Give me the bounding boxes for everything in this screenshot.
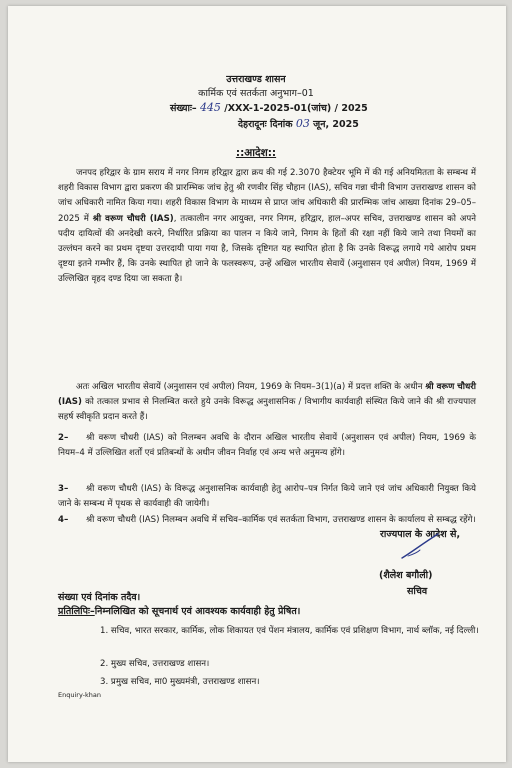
- signature-mark: [398, 532, 442, 562]
- file-note: Enquiry-khan: [58, 691, 102, 699]
- point-2: 2– श्री वरूण चौधरी (IAS) को निलम्बन अवधि के दौरान अखिल भारतीय सेवायें (अनुशासन एवं अपील) नियम, 1969 के नियम–4 में उल्लिखित शर्तों एवं प्रतिबन्धों के अधीन जीवन निर्वाह एवं अन्य भत्ते अनुमन्य होंगे।: [58, 433, 476, 459]
- government-heading: उत्तराखण्ड शासन: [226, 74, 286, 85]
- copy-to-heading: प्रतिलिपिः–निम्नलिखित को सूचनार्थ एवं आवश्यक कार्यवाही हेतु प्रेषित।: [58, 606, 301, 617]
- order-paragraph-2: अतः अखिल भारतीय सेवायें (अनुशासन एवं अपील) नियम, 1969 के नियम–3(1)(a) में प्रदत्त शक्ति के अधीन श्री वरूण चौधरी (IAS) को तत्काल प्रभाव से निलम्बित करते हुये उनके विरूद्ध अनुशासनिक / विभागीय कार्यवाही संस्थित किये जाने की श्री राज्यपाल सहर्ष स्वीकृति प्रदान करते हैं।: [58, 382, 477, 423]
- order-title: ::आदेश::: [235, 147, 277, 159]
- signatory-designation: सचिव: [407, 586, 428, 597]
- reference-number: संख्याः– 445 /XXX-1-2025-01(जांच) / 2025: [170, 101, 368, 114]
- order-paragraph-1: जनपद हरिद्वार के ग्राम सराय में नगर निगम हरिद्वार द्वारा क्रय की गई 2.3070 हैक्टेयर भूमि में की गई अनियमितता के सम्बन्ध में शहरी विकास विभाग द्वारा प्रकरण की प्रारम्भिक जांच हेतु श्री रणवीर सिंह चौहान (IAS), सचिव गन्ना चीनी विभाग उत्तराखण्ड शासन को जांच अधिकारी नामित किया गया। शहरी विकास विभाग के माध्यम से प्राप्त जांच अधिकारी की प्रारम्भिक जांच आख्या दिनांक 29–05–2025 में श्री वरूण चौधरी (IAS), तत्कालीन नगर आयुक्त, नगर निगम, हरिद्वार, हाल–अपर सचिव, उत्तराखण्ड शासन को अपने पदीय दायित्वों की अनदेखी करने, निर्धारित प्रक्रिया का पालन न किये जाने, निगम के हितों की रक्षा नहीं किये जाने तथा नियमों का उल्लंघन करने का प्रथम दृष्टया उत्तरदायी पाया गया है, जिसके दृष्टिगत यह स्थापित होता है कि उनके विरूद्ध लगाये गये आरोप प्रथम दृष्टया इतने गम्भीर हैं, कि उनके स्थापित हो जाने के फलस्वरूप, उन्हें अखिल भारतीय सेवायें (अनुशासन एवं अपील) नियम, 1969 में उल्लिखित वृहद दण्ड दिया जा सकता है।: [58, 168, 476, 285]
- signatory-name: (शैलेश बगौली): [379, 570, 433, 581]
- by-order-of-governor: राज्यपाल के आदेश से,: [380, 529, 461, 540]
- copy-list-item: 2. मुख्य सचिव, उत्तराखण्ड शासन।: [100, 659, 210, 669]
- issue-date: देहरादूनः दिनांक 03 जून, 2025: [238, 117, 359, 130]
- same-number-date: संख्या एवं दिनांक तदैव।: [58, 592, 141, 603]
- officer-name: श्री वरूण चौधरी (IAS): [58, 382, 477, 408]
- copy-list-item: 3. प्रमुख सचिव, मा0 मुख्यमंत्री, उत्तराखण्ड शासन।: [100, 677, 260, 687]
- point-4: 4– श्री वरूण चौधरी (IAS) निलम्बन अवधि में सचिव–कार्मिक एवं सतर्कता विभाग, उत्तराखण्ड शासन के कार्यालय से सम्बद्ध रहेंगे।: [58, 515, 476, 525]
- section-heading: कार्मिक एवं सतर्कता अनुभाग–01: [198, 88, 314, 99]
- officer-name: श्री वरूण चौधरी (IAS): [92, 213, 174, 224]
- point-3: 3– श्री वरूण चौधरी (IAS) के विरूद्ध अनुशासनिक कार्यवाही हेतु आरोप–पत्र निर्गत किये जाने एवं जांच अधिकारी नियुक्त किये जाने के सम्बन्ध में पृथक से कार्यवाही की जायेगी।: [58, 484, 476, 510]
- copy-list-item: 1. सचिव, भारत सरकार, कार्मिक, लोक शिकायत एवं पेंशन मंत्रालय, कार्मिक एवं प्रशिक्षण विभाग, नार्थ ब्लॉक, नई दिल्ली।: [100, 626, 479, 636]
- handwritten-date: 03: [295, 117, 310, 130]
- handwritten-ref-number: 445: [199, 101, 221, 114]
